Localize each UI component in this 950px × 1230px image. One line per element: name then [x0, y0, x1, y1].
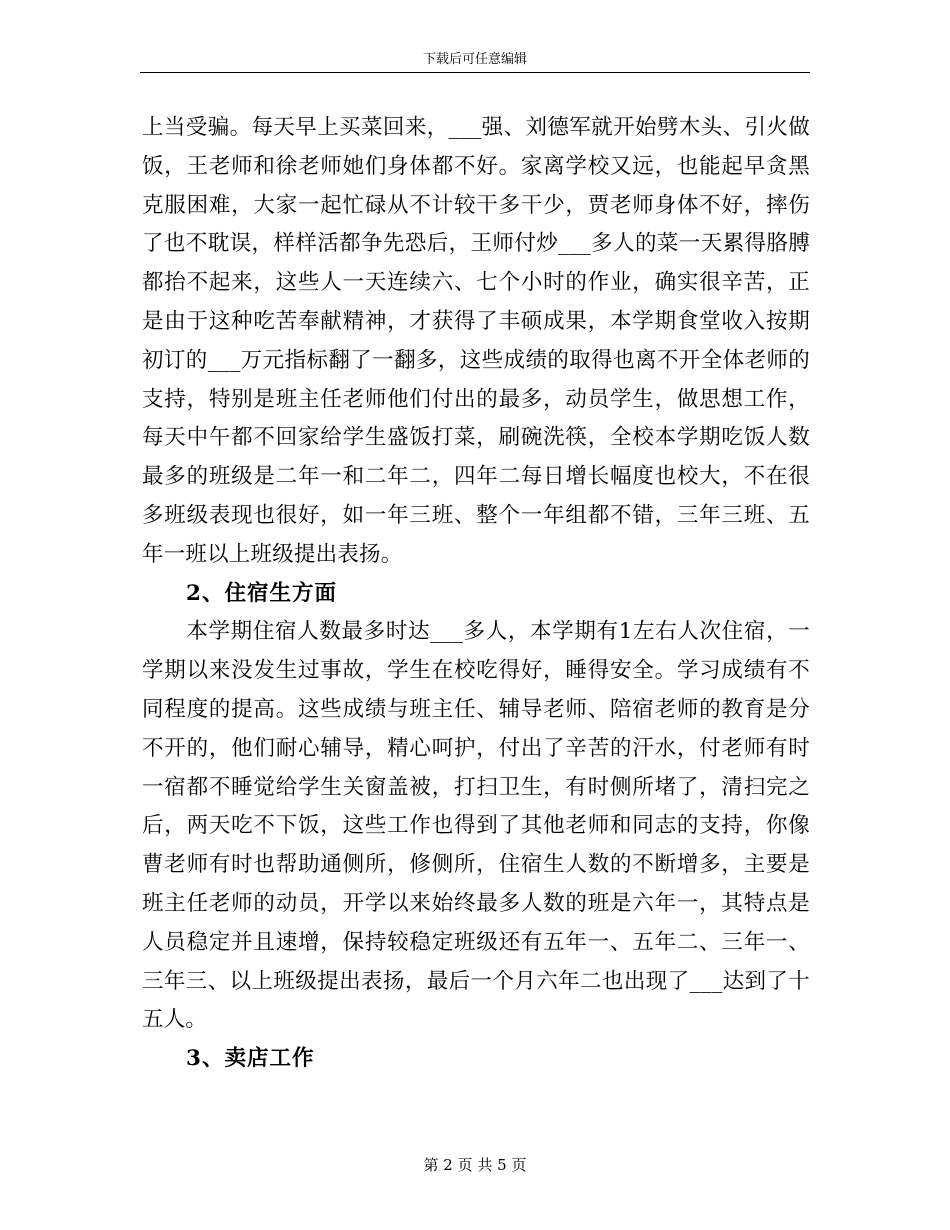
section-heading-boarding: 2、住宿生方面	[186, 580, 337, 606]
text-line: 班主任老师的动员，开学以来始终最多人数的班是六年一，其特点是	[142, 890, 810, 916]
text-line: 一宿都不睡觉给学生关窗盖被，打扫卫生，有时侧所堵了，清扫完之	[142, 774, 810, 800]
text-line: 人员稳定并且速增，保持较稳定班级还有五年一、五年二、三年一、	[142, 929, 810, 955]
text-line: 多班级表现也很好，如一年三班、整个一年组都不错，三年三班、五	[142, 502, 810, 528]
text-line: 每天中午都不回家给学生盛饭打菜，刷碗洗筷，全校本学期吃饭人数	[142, 425, 810, 451]
text-line: 克服困难，大家一起忙碌从不计较干多干少，贾老师身体不好，摔伤	[142, 192, 810, 218]
paragraph-canteen	[142, 109, 810, 575]
text-line: 年一班以上班级提出表扬。	[142, 541, 403, 567]
text-line: 后，两天吃不下饭，这些工作也得到了其他老师和同志的支持，你像	[142, 813, 810, 839]
document-body	[142, 109, 810, 1079]
text-line: 都抬不起来，这些人一天连续六、七个小时的作业，确实很辛苦，正	[142, 270, 810, 296]
page-number-footer: 第 2 页 共 5 页	[423, 1156, 527, 1174]
text-line: 本学期住宿人数最多时达___多人，本学期有1左右人次住宿，一	[142, 619, 810, 645]
text-line: 学期以来没发生过事故，学生在校吃得好，睡得安全。学习成绩有不	[142, 658, 810, 684]
text-line: 初订的___万元指标翻了一翻多，这些成绩的取得也离不开全体老师的	[142, 347, 810, 373]
text-line: 上当受骗。每天早上买菜回来，___强、刘德军就开始劈木头、引火做	[142, 115, 810, 140]
paragraph-boarding	[142, 613, 810, 1040]
text-line: 最多的班级是二年一和二年二，四年二每日增长幅度也校大，不在很	[142, 464, 810, 490]
text-line: 是由于这种吃苦奉献精神，才获得了丰硕成果，本学期食堂收入按期	[142, 308, 810, 334]
text-line: 支持，特别是班主任老师他们付出的最多，动员学生，做思想工作，	[142, 386, 810, 412]
section-heading-shop: 3、卖店工作	[186, 1046, 315, 1072]
text-line: 同程度的提高。这些成绩与班主任、辅导老师、陪宿老师的教育是分	[142, 696, 810, 722]
text-line: 五人。	[142, 1007, 208, 1033]
text-line: 了也不耽误，样样活都争先恐后，王师付炒___多人的菜一天累得胳膊	[142, 231, 810, 257]
header-divider	[140, 72, 810, 73]
text-line: 不开的，他们耐心辅导，精心呵护，付出了辛苦的汗水，付老师有时	[142, 735, 810, 761]
text-line: 曹老师有时也帮助通侧所，修侧所，住宿生人数的不断增多，主要是	[142, 852, 810, 878]
text-line: 三年三、以上班级提出表扬，最后一个月六年二也出现了___达到了十	[142, 968, 810, 994]
text-line: 饭，王老师和徐老师她们身体都不好。家离学校又远，也能起早贪黑	[142, 153, 810, 179]
page-header: 下载后可任意编辑	[422, 52, 527, 67]
